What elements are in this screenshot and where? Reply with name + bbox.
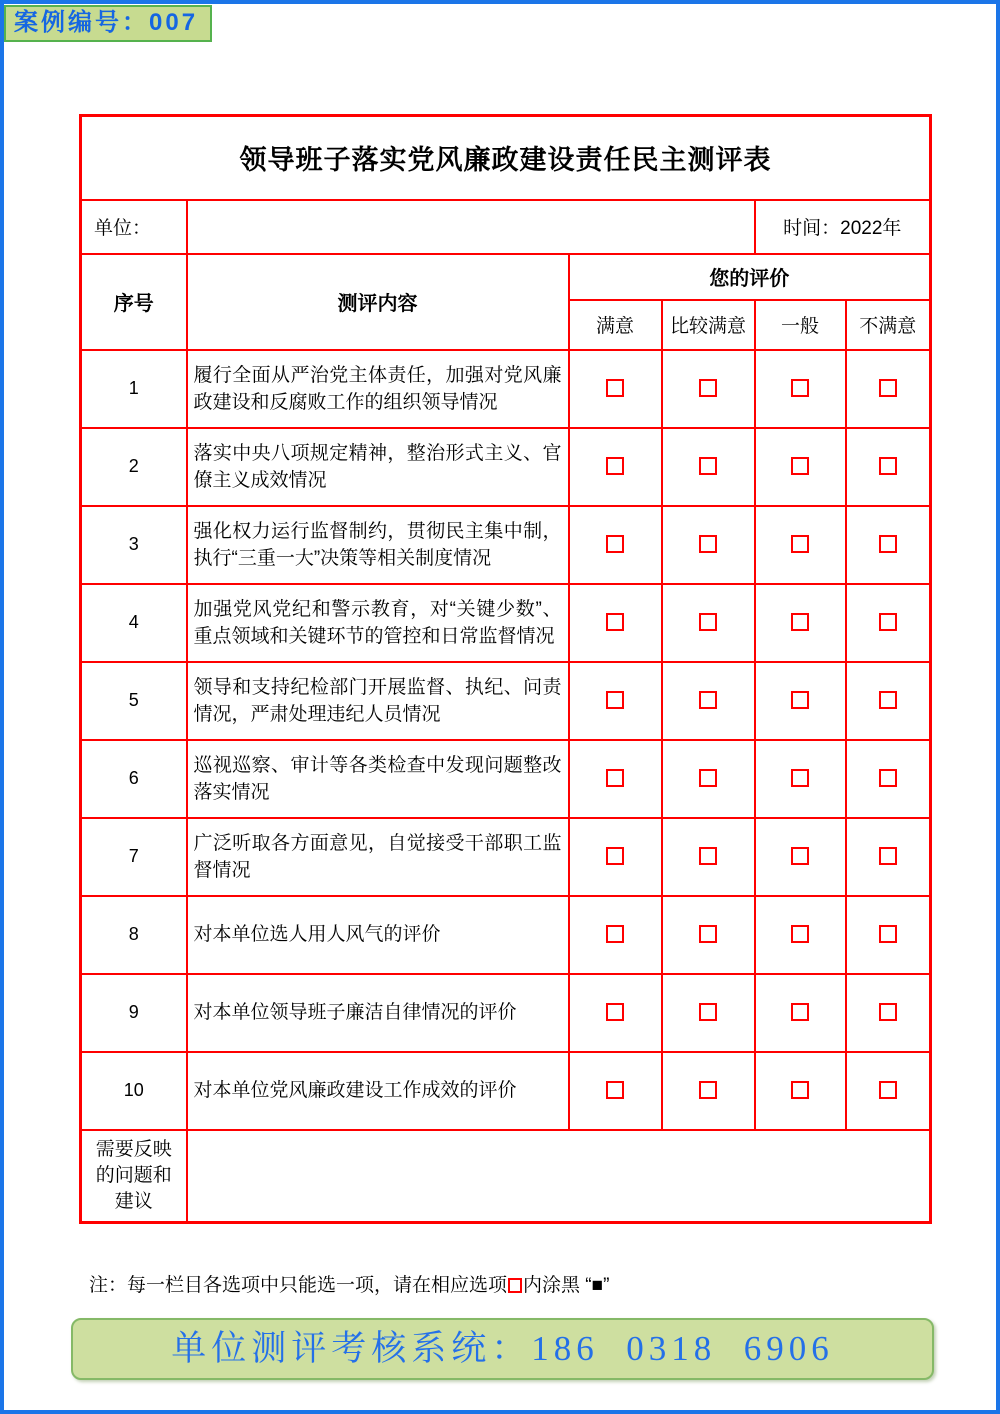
checkbox-r9-satisfied[interactable]	[606, 1003, 624, 1021]
checkbox-r2-average[interactable]	[791, 457, 809, 475]
table-row-3	[81, 506, 931, 584]
form-title: 领导班子落实党风廉政建设责任民主测评表	[81, 116, 931, 200]
row-content: 对本单位领导班子廉洁自律情况的评价	[187, 974, 569, 1052]
row-number: 10	[81, 1052, 187, 1130]
checkbox-r1-satisfied[interactable]	[606, 379, 624, 397]
checkbox-r6-fairly-satisfied[interactable]	[699, 769, 717, 787]
checkbox-r4-satisfied[interactable]	[606, 613, 624, 631]
column-header-satisfied: 满意	[569, 300, 662, 350]
row-number: 2	[81, 428, 187, 506]
row-content: 强化权力运行监督制约，贯彻民主集中制，执行“三重一大”决策等相关制度情况	[187, 506, 569, 584]
instruction-note	[89, 1270, 609, 1297]
time-label: 时间：2022年	[755, 200, 931, 254]
checkbox-r3-fairly-satisfied[interactable]	[699, 535, 717, 553]
row-content: 履行全面从严治党主体责任，加强对党风廉政建设和反腐败工作的组织领导情况	[187, 350, 569, 428]
unit-label: 单位：	[81, 200, 187, 254]
checkbox-r10-fairly-satisfied[interactable]	[699, 1081, 717, 1099]
table-row-6	[81, 740, 931, 818]
unit-value-field[interactable]	[187, 200, 755, 254]
table-row-5	[81, 662, 931, 740]
checkbox-r3-average[interactable]	[791, 535, 809, 553]
info-row	[81, 200, 931, 254]
table-row-2	[81, 428, 931, 506]
checkbox-r2-satisfied[interactable]	[606, 457, 624, 475]
row-content: 加强党风党纪和警示教育，对“关键少数”、重点领域和关键环节的管控和日常监督情况	[187, 584, 569, 662]
row-number: 4	[81, 584, 187, 662]
checkbox-r8-fairly-satisfied[interactable]	[699, 925, 717, 943]
column-header-rating-group: 您的评价	[569, 254, 931, 300]
row-number: 9	[81, 974, 187, 1052]
row-content: 巡视巡察、审计等各类检查中发现问题整改落实情况	[187, 740, 569, 818]
checkbox-r10-satisfied[interactable]	[606, 1081, 624, 1099]
table-row-7	[81, 818, 931, 896]
checkbox-r2-fairly-satisfied[interactable]	[699, 457, 717, 475]
checkbox-r7-satisfied[interactable]	[606, 847, 624, 865]
feedback-label: 需要反映的问题和建议	[81, 1130, 187, 1223]
checkbox-r9-fairly-satisfied[interactable]	[699, 1003, 717, 1021]
row-number: 7	[81, 818, 187, 896]
feedback-input-area[interactable]	[187, 1130, 931, 1223]
checkbox-r5-fairly-satisfied[interactable]	[699, 691, 717, 709]
checkbox-r4-dissatisfied[interactable]	[879, 613, 897, 631]
feedback-row	[81, 1130, 931, 1223]
row-content: 对本单位选人用人风气的评价	[187, 896, 569, 974]
column-header-fairly-satisfied: 比较满意	[662, 300, 755, 350]
checkbox-r2-dissatisfied[interactable]	[879, 457, 897, 475]
checkbox-r4-average[interactable]	[791, 613, 809, 631]
table-row-9	[81, 974, 931, 1052]
system-watermark-banner: 单位测评考核系统：186 0318 6906	[71, 1318, 934, 1380]
checkbox-r8-dissatisfied[interactable]	[879, 925, 897, 943]
checkbox-r3-satisfied[interactable]	[606, 535, 624, 553]
column-header-dissatisfied: 不满意	[846, 300, 931, 350]
empty-checkbox-icon	[508, 1278, 522, 1293]
checkbox-r3-dissatisfied[interactable]	[879, 535, 897, 553]
checkbox-r7-dissatisfied[interactable]	[879, 847, 897, 865]
column-header-average: 一般	[755, 300, 846, 350]
checkbox-r5-satisfied[interactable]	[606, 691, 624, 709]
table-row-4	[81, 584, 931, 662]
table-row-10	[81, 1052, 931, 1130]
checkbox-r6-average[interactable]	[791, 769, 809, 787]
row-content: 领导和支持纪检部门开展监督、执纪、问责情况，严肃处理违纪人员情况	[187, 662, 569, 740]
checkbox-r6-satisfied[interactable]	[606, 769, 624, 787]
checkbox-r7-fairly-satisfied[interactable]	[699, 847, 717, 865]
table-row-1	[81, 350, 931, 428]
row-number: 1	[81, 350, 187, 428]
checkbox-r10-average[interactable]	[791, 1081, 809, 1099]
checkbox-r9-average[interactable]	[791, 1003, 809, 1021]
row-number: 5	[81, 662, 187, 740]
row-number: 3	[81, 506, 187, 584]
checkbox-r4-fairly-satisfied[interactable]	[699, 613, 717, 631]
row-content: 对本单位党风廉政建设工作成效的评价	[187, 1052, 569, 1130]
row-content: 落实中央八项规定精神，整治形式主义、官僚主义成效情况	[187, 428, 569, 506]
row-number: 6	[81, 740, 187, 818]
column-header-content: 测评内容	[187, 254, 569, 350]
table-row-8	[81, 896, 931, 974]
case-number-badge: 案例编号：007	[4, 5, 212, 42]
checkbox-r1-fairly-satisfied[interactable]	[699, 379, 717, 397]
checkbox-r5-dissatisfied[interactable]	[879, 691, 897, 709]
checkbox-r1-dissatisfied[interactable]	[879, 379, 897, 397]
row-content: 广泛听取各方面意见，自觉接受干部职工监督情况	[187, 818, 569, 896]
title-row	[81, 116, 931, 200]
evaluation-table	[79, 114, 932, 1224]
checkbox-r10-dissatisfied[interactable]	[879, 1081, 897, 1099]
checkbox-r6-dissatisfied[interactable]	[879, 769, 897, 787]
note-prefix: 注：每一栏目各选项中只能选一项，请在相应选项	[89, 1275, 508, 1296]
row-number: 8	[81, 896, 187, 974]
header-row-group	[81, 254, 931, 300]
checkbox-r8-average[interactable]	[791, 925, 809, 943]
checkbox-r9-dissatisfied[interactable]	[879, 1003, 897, 1021]
checkbox-r5-average[interactable]	[791, 691, 809, 709]
checkbox-r7-average[interactable]	[791, 847, 809, 865]
checkbox-r8-satisfied[interactable]	[606, 925, 624, 943]
note-suffix: 内涂黑 “■”	[523, 1275, 610, 1296]
checkbox-r1-average[interactable]	[791, 379, 809, 397]
column-header-no: 序号	[81, 254, 187, 350]
